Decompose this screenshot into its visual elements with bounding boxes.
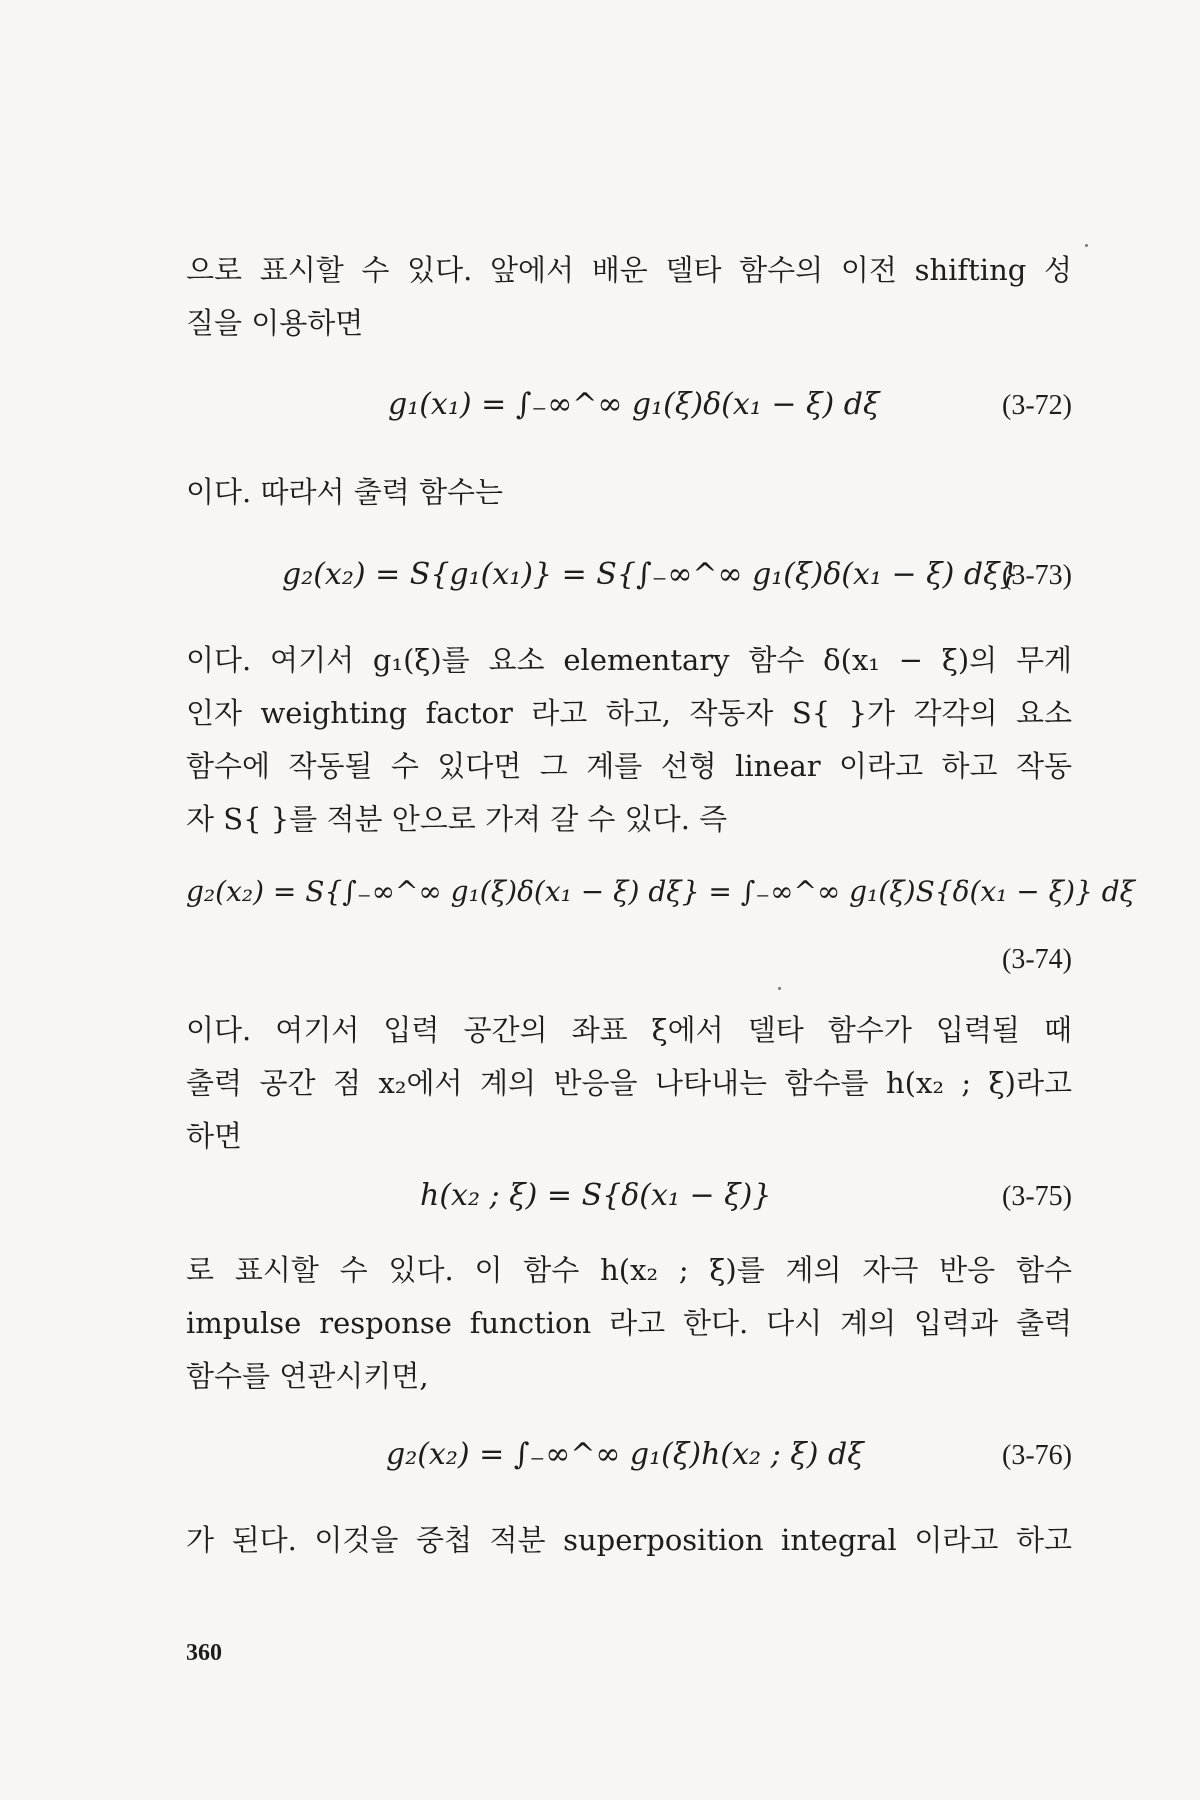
equation-3-74: g₂(x₂) = S{∫₋∞^∞ g₁(ξ)δ(x₁ − ξ) dξ} = ∫₋∞^∞ g₁(ξ)S{δ(x₁ − ξ)} dξ xyxy=(186,875,1136,908)
text-line: 인자 weighting factor 라고 하고, 작동자 S{ }가 각각의 요소 xyxy=(186,696,1072,730)
paragraph-6 xyxy=(186,1514,1072,1567)
equation-3-76: g₂(x₂) = ∫₋∞^∞ g₁(ξ)h(x₂ ; ξ) dξ xyxy=(386,1437,864,1472)
equation-3-73: g₂(x₂) = S{g₁(x₁)} = S{∫₋∞^∞ g₁(ξ)δ(x₁ − ξ) dξ} xyxy=(282,557,1019,592)
text-line: 으로 표시할 수 있다. 앞에서 배운 델타 함수의 이전 shifting 성 xyxy=(186,253,1072,287)
equation-number: (3-73) xyxy=(1002,560,1072,591)
text-line: 자 S{ }를 적분 안으로 가져 갈 수 있다. 즉 xyxy=(186,802,728,836)
paragraph-2 xyxy=(186,466,1072,519)
paragraph-3 xyxy=(186,634,1072,846)
paragraph-4 xyxy=(186,1004,1072,1163)
equation-number: (3-75) xyxy=(1002,1181,1072,1212)
scan-speck xyxy=(1085,244,1088,247)
text-line: 하면 xyxy=(186,1119,243,1153)
scan-speck xyxy=(778,987,781,990)
page-number: 360 xyxy=(186,1640,222,1666)
paragraph-1 xyxy=(186,244,1072,350)
text-line: 질을 이용하면 xyxy=(186,306,364,340)
text-line: 이다. 여기서 g₁(ξ)를 요소 elementary 함수 δ(x₁ − ξ)의 무게 xyxy=(186,643,1072,677)
equation-number: (3-76) xyxy=(1002,1440,1072,1471)
text-line: 함수를 연관시키면, xyxy=(186,1359,429,1393)
text-line: impulse response function 라고 한다. 다시 계의 입력과 출력 xyxy=(186,1306,1072,1340)
text-line: 가 된다. 이것을 중첩 적분 superposition integral 이라고 하고 xyxy=(186,1523,1072,1557)
equation-number: (3-72) xyxy=(1002,390,1072,421)
equation-3-72: g₁(x₁) = ∫₋∞^∞ g₁(ξ)δ(x₁ − ξ) dξ xyxy=(388,387,880,422)
text-line: 로 표시할 수 있다. 이 함수 h(x₂ ; ξ)를 계의 자극 반응 함수 xyxy=(186,1253,1072,1287)
text-line: 함수에 작동될 수 있다면 그 계를 선형 linear 이라고 하고 작동 xyxy=(186,749,1072,783)
text-line: 이다. 따라서 출력 함수는 xyxy=(186,475,504,509)
equation-3-75: h(x₂ ; ξ) = S{δ(x₁ − ξ)} xyxy=(420,1178,772,1213)
text-line: 이다. 여기서 입력 공간의 좌표 ξ에서 델타 함수가 입력될 때 xyxy=(186,1013,1072,1047)
paragraph-5 xyxy=(186,1244,1072,1403)
equation-number: (3-74) xyxy=(1002,944,1072,975)
text-line: 출력 공간 점 x₂에서 계의 반응을 나타내는 함수를 h(x₂ ; ξ)라고 xyxy=(186,1066,1072,1100)
